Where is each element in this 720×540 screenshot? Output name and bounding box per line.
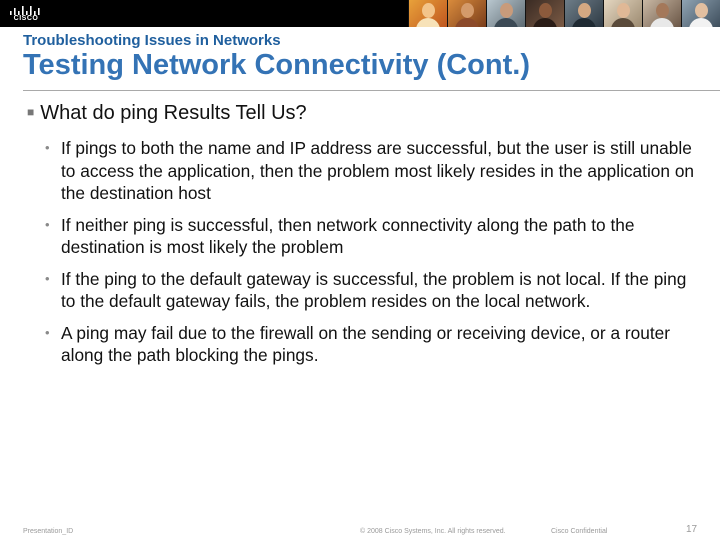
photo-tile — [564, 0, 603, 27]
header-bar — [0, 0, 720, 27]
main-bullet — [27, 102, 307, 125]
list-item — [43, 322, 698, 367]
photo-tile — [642, 0, 681, 27]
photo-tile — [525, 0, 564, 27]
photo-tile — [486, 0, 525, 27]
list-item-text: If pings to both the name and IP address are successful, but the user is still unable to access the application, then the problem most likely resides in the application on the destination host — [61, 138, 695, 203]
footer-confidential: Cisco Confidential — [551, 528, 608, 535]
list-item-text: A ping may fail due to the firewall on the sending or receiving device, or a router along the path blocking the pings. — [61, 322, 671, 365]
people-photo-strip — [408, 0, 720, 27]
list-item-text: If neither ping is successful, then network connectivity along the path to the destination is most likely the problem — [61, 214, 635, 257]
cisco-logo-wordmark: CISCO — [13, 15, 39, 22]
square-bullet-icon: ■ — [27, 105, 35, 119]
footer-presentation-id: Presentation_ID — [23, 528, 74, 535]
list-item — [43, 137, 698, 205]
page-number: 17 — [686, 524, 698, 535]
bullet-dot-icon: • — [45, 140, 50, 155]
cisco-logo — [8, 4, 44, 24]
bullet-dot-icon: • — [45, 270, 50, 286]
list-item — [43, 214, 698, 259]
photo-tile — [447, 0, 486, 27]
main-bullet-text: What do ping Results Tell Us? — [40, 102, 307, 124]
bullet-dot-icon: • — [45, 216, 50, 232]
photo-tile — [603, 0, 642, 27]
sub-bullet-list — [43, 137, 698, 376]
bullet-dot-icon: • — [45, 324, 50, 340]
photo-tile — [408, 0, 447, 27]
section-kicker: Troubleshooting Issues in Networks — [23, 32, 281, 49]
list-item — [43, 268, 698, 313]
slide-title: Testing Network Connectivity (Cont.) — [23, 49, 530, 81]
photo-tile — [681, 0, 720, 27]
list-item-text: If the ping to the default gateway is successful, the problem is not local. If the ping to the default gateway fails, the problem resides on the local network. — [61, 268, 687, 311]
footer-copyright: © 2008 Cisco Systems, Inc. All rights reserved. — [360, 528, 506, 535]
title-divider — [23, 90, 720, 91]
